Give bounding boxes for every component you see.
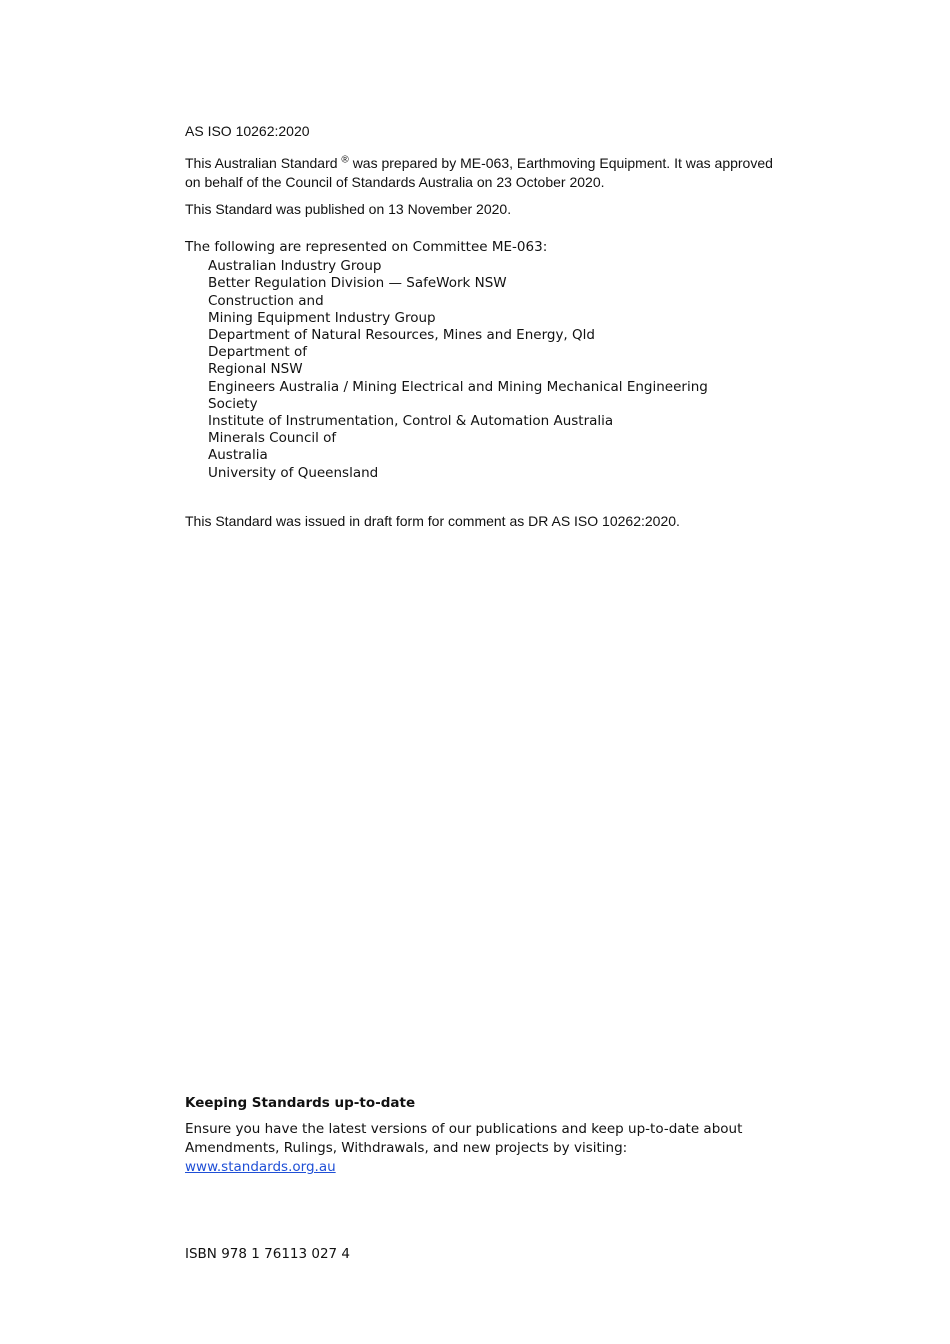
keeping-text: [185, 1120, 805, 1177]
keeping-title: Keeping Standards up-to-date: [185, 1095, 416, 1111]
preparation-statement: [185, 154, 785, 192]
publication-date-statement: This Standard was published on 13 November 2020.: [185, 201, 512, 217]
committee-member: Regional NSW: [208, 361, 303, 378]
committee-member: Australia: [208, 447, 268, 464]
committee-member: Australian Industry Group: [208, 258, 382, 275]
committee-section: [185, 239, 785, 482]
preparation-part-1: This Australian Standard: [185, 155, 338, 171]
draft-notice: This Standard was issued in draft form for comment as DR AS ISO 10262:2020.: [185, 513, 680, 529]
committee-member: Minerals Council of: [208, 430, 337, 447]
preparation-part-2: was prepared by ME-063, Earthmoving Equipment. It was approved on behalf of the Council of Standards Australia on 23 October 2020.: [185, 155, 773, 190]
committee-member: Society: [208, 395, 258, 412]
committee-member: University of Queensland: [208, 464, 379, 481]
committee-member: Mining Equipment Industry Group: [208, 309, 436, 326]
keeping-up-to-date-section: [185, 1094, 805, 1177]
committee-member: Department of: [208, 344, 307, 361]
registered-mark: ®: [341, 154, 349, 166]
keeping-description: Ensure you have the latest versions of our publications and keep up-to-date about Amendments, Rulings, Withdrawals, and new projects by visiting:: [185, 1121, 743, 1156]
committee-member: Department of Natural Resources, Mines and Energy, Qld: [208, 327, 595, 344]
committee-member: Better Regulation Division — SafeWork NSW: [208, 275, 507, 292]
standards-website-link[interactable]: www.standards.org.au: [185, 1159, 336, 1175]
committee-member: Institute of Instrumentation, Control & Automation Australia: [208, 413, 614, 430]
standard-code: AS ISO 10262:2020: [185, 123, 310, 139]
committee-member: Engineers Australia / Mining Electrical and Mining Mechanical Engineering: [208, 378, 708, 395]
isbn-number: ISBN 978 1 76113 027 4: [185, 1246, 351, 1262]
committee-heading: The following are represented on Committee ME-063:: [185, 239, 548, 255]
committee-member: Construction and: [208, 292, 324, 309]
committee-member-list: [185, 258, 785, 482]
